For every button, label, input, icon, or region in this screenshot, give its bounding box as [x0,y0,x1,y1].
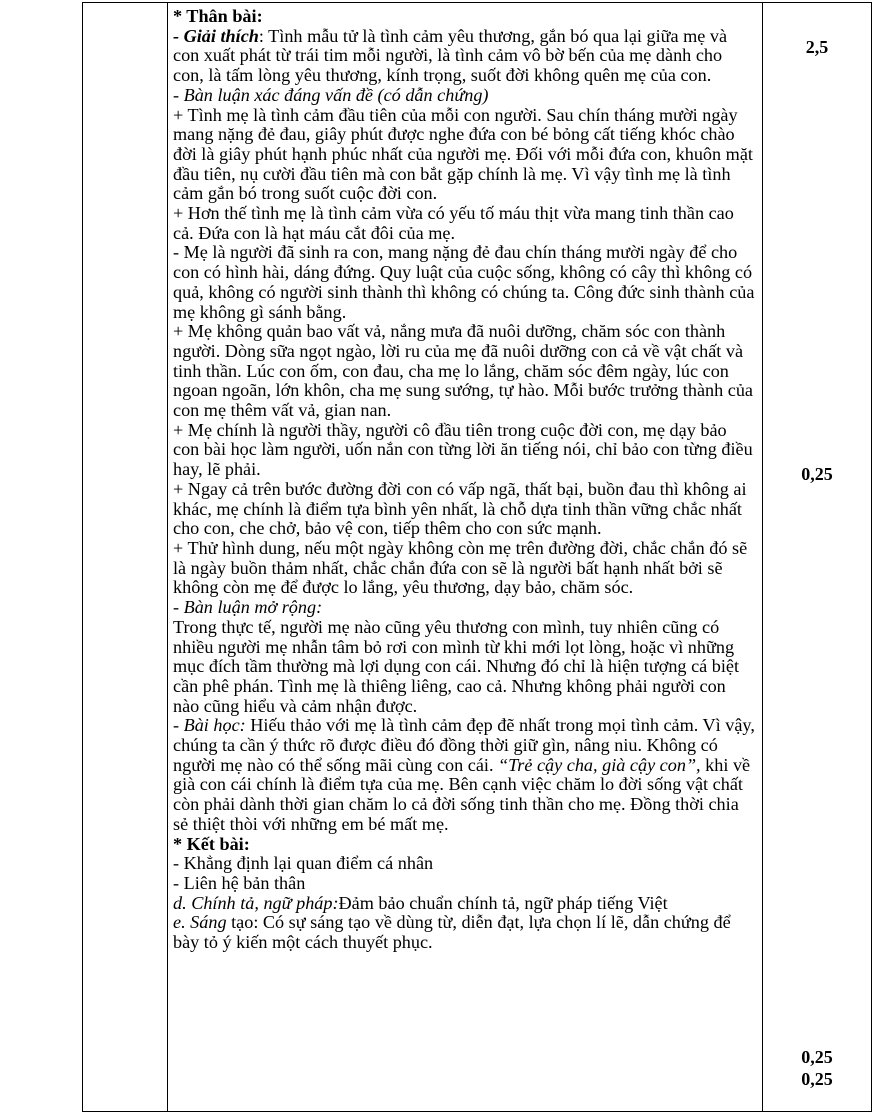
score-than-bai: 2,5 [805,37,829,57]
paragraph-1: + Tình mẹ là tình cảm đầu tiên của mỗi con người. Sau chín tháng mười ngày mang nặng đẻ đau, giây phút được nghe đứa con bé bỏng cất tiếng khóc chào đời là giây phút hạnh phúc nhất của người mẹ. Đối với mỗi đứa con, khuôn mặt đầu tiên, nụ cười đầu tiên mà con bắt gặp chính là mẹ. Vì vậy tình mẹ là tình cảm gắn bó trong suốt cuộc đời con. [173,104,753,204]
giai-thich-text: : Tình mẫu tử là tình cảm yêu thương, gắn bó qua lại giữa mẹ và con xuất phát từ trái tim mỗi người, là tình cảm vô bờ bến của mẹ dành cho con, là tấm lòng yêu thương, kính trọng, suốt đời không quên mẹ của con. [173,25,728,86]
score-cell [763,3,872,1112]
mo-rong-label: - Bàn luận mở rộng: [173,597,323,618]
score-sang-tao: 0,25 [801,1069,833,1089]
giai-thich-paragraph [173,27,756,86]
chinh-ta-text: Đảm bảo chuẩn chính tả, ngữ pháp tiếng Việt [338,892,668,913]
paragraph-5: + Mẹ chính là người thầy, người cô đầu tiên trong cuộc đời con, mẹ dạy bảo con bài học làm người, uốn nắn con từng lời ăn tiếng nói, chỉ bảo con từng điều hay, lẽ phải. [173,419,753,480]
ket-bai-item-1: - Khẳng định lại quan điểm cá nhân [173,853,434,874]
bai-hoc-text-1: Hiếu thảo với mẹ là tình cảm đẹp đẽ nhất trong mọi tình cảm. Vì vậy, chúng ta cần ý thức rõ được điều đó đồng thời giữ gìn, nâng niu. Không có người mẹ nào có thể sống mãi cùng con cái. [173,715,755,775]
giai-thich-label: - Giải thích [173,25,259,46]
question-number-cell [83,3,168,1112]
sang-tao-label: e. Sáng [173,912,227,933]
ket-bai-item-2: - Liên hệ bản thân [173,872,306,893]
paragraph-6: + Ngay cả trên bước đường đời con có vấp ngã, thất bại, buồn đau thì không ai khác, mẹ chính là điểm tựa bình yên nhất, là chỗ dựa tinh thần vững chắc nhất cho con, che chở, bảo vệ con, tiếp thêm cho con sức mạnh. [173,478,747,539]
ban-luan-label: - Bàn luận xác đáng vấn đề (có dẫn chứng) [173,84,489,105]
bai-hoc-label: - Bài học: [173,715,246,736]
score-ban-luan: 0,25 [801,464,833,484]
paragraph-8: Trong thực tế, người mẹ nào cũng yêu thương con mình, tuy nhiên cũng có nhiều người mẹ nhẫn tâm bỏ rơi con mình từ khi mới lọt lòng, hoặc vì những mục đích tầm thường mà lợi dụng con cái. Nhưng đó chỉ là hiện tượng cá biệt cần phê phán. Tình mẹ là thiêng liêng, cao cả. Nhưng không phải người con nào cũng hiểu và cảm nhận được. [173,616,740,716]
score-chinh-ta: 0,25 [801,1047,833,1067]
bai-hoc-text-2: khi về già con cái chính là điểm tựa của mẹ. Bên cạnh việc chăm lo đời sống vật chất còn phải dành thời gian chăm lo cả đời sống tinh thần cho mẹ. Đồng thời chia sẻ thiệt thòi với những em bé mất mẹ. [173,754,751,834]
paragraph-2: + Hơn thế tình mẹ là tình cảm vừa có yếu tố máu thịt vừa mang tinh thần cao cả. Đứa con là hạt máu cắt đôi của mẹ. [173,203,734,243]
paragraph-3: - Mẹ là người đã sinh ra con, mang nặng đẻ đau chín tháng mười ngày để cho con có hình hài, dáng đứng. Quy luật của cuộc sống, không có cây thì không có quả, không có người sinh thành thì không có chúng ta. Công đức sinh thành của mẹ không gì sánh bằng. [173,242,755,322]
paragraph-4: + Mẹ không quản bao vất vả, nắng mưa đã nuôi dưỡng, chăm sóc con thành người. Dòng sữa ngọt ngào, lời ru của mẹ đã nuôi dưỡng con cả về vật chất và tinh thần. Lúc con ốm, con đau, cha mẹ lo lắng, chăm sóc đêm ngày, lúc con ngoan ngoãn, lớn khôn, cha mẹ sung sướng, tự hào. Mỗi bước trưởng thành của con mẹ thêm vất vả, gian nan. [173,321,753,421]
answer-table [82,2,872,1112]
than-bai-heading: * Thân bài: [173,6,263,26]
sang-tao-text: tạo: Có sự sáng tạo về dùng từ, diễn đạt, lựa chọn lí lẽ, dẫn chứng để bày tỏ ý kiến một cách thuyết phục. [173,912,731,953]
paragraph-7: + Thử hình dung, nếu một ngày không còn mẹ trên đường đời, chắc chắn đó sẽ là ngày buồn thảm nhất, chắc chắn đứa con sẽ là người bất hạnh nhất bởi sẽ không còn mẹ để được lo lắng, yêu thương, dạy bảo, chăm sóc. [173,537,748,598]
content-cell [168,3,763,1112]
sang-tao-paragraph [173,913,756,952]
ket-bai-heading: * Kết bài: [173,833,250,854]
bai-hoc-paragraph [173,716,756,834]
chinh-ta-paragraph [173,894,756,914]
bai-hoc-quote: “Trẻ cậy cha, già cậy con”, [498,754,701,775]
answer-content [173,7,756,953]
chinh-ta-label: d. Chính tả, ngữ pháp: [173,892,339,913]
